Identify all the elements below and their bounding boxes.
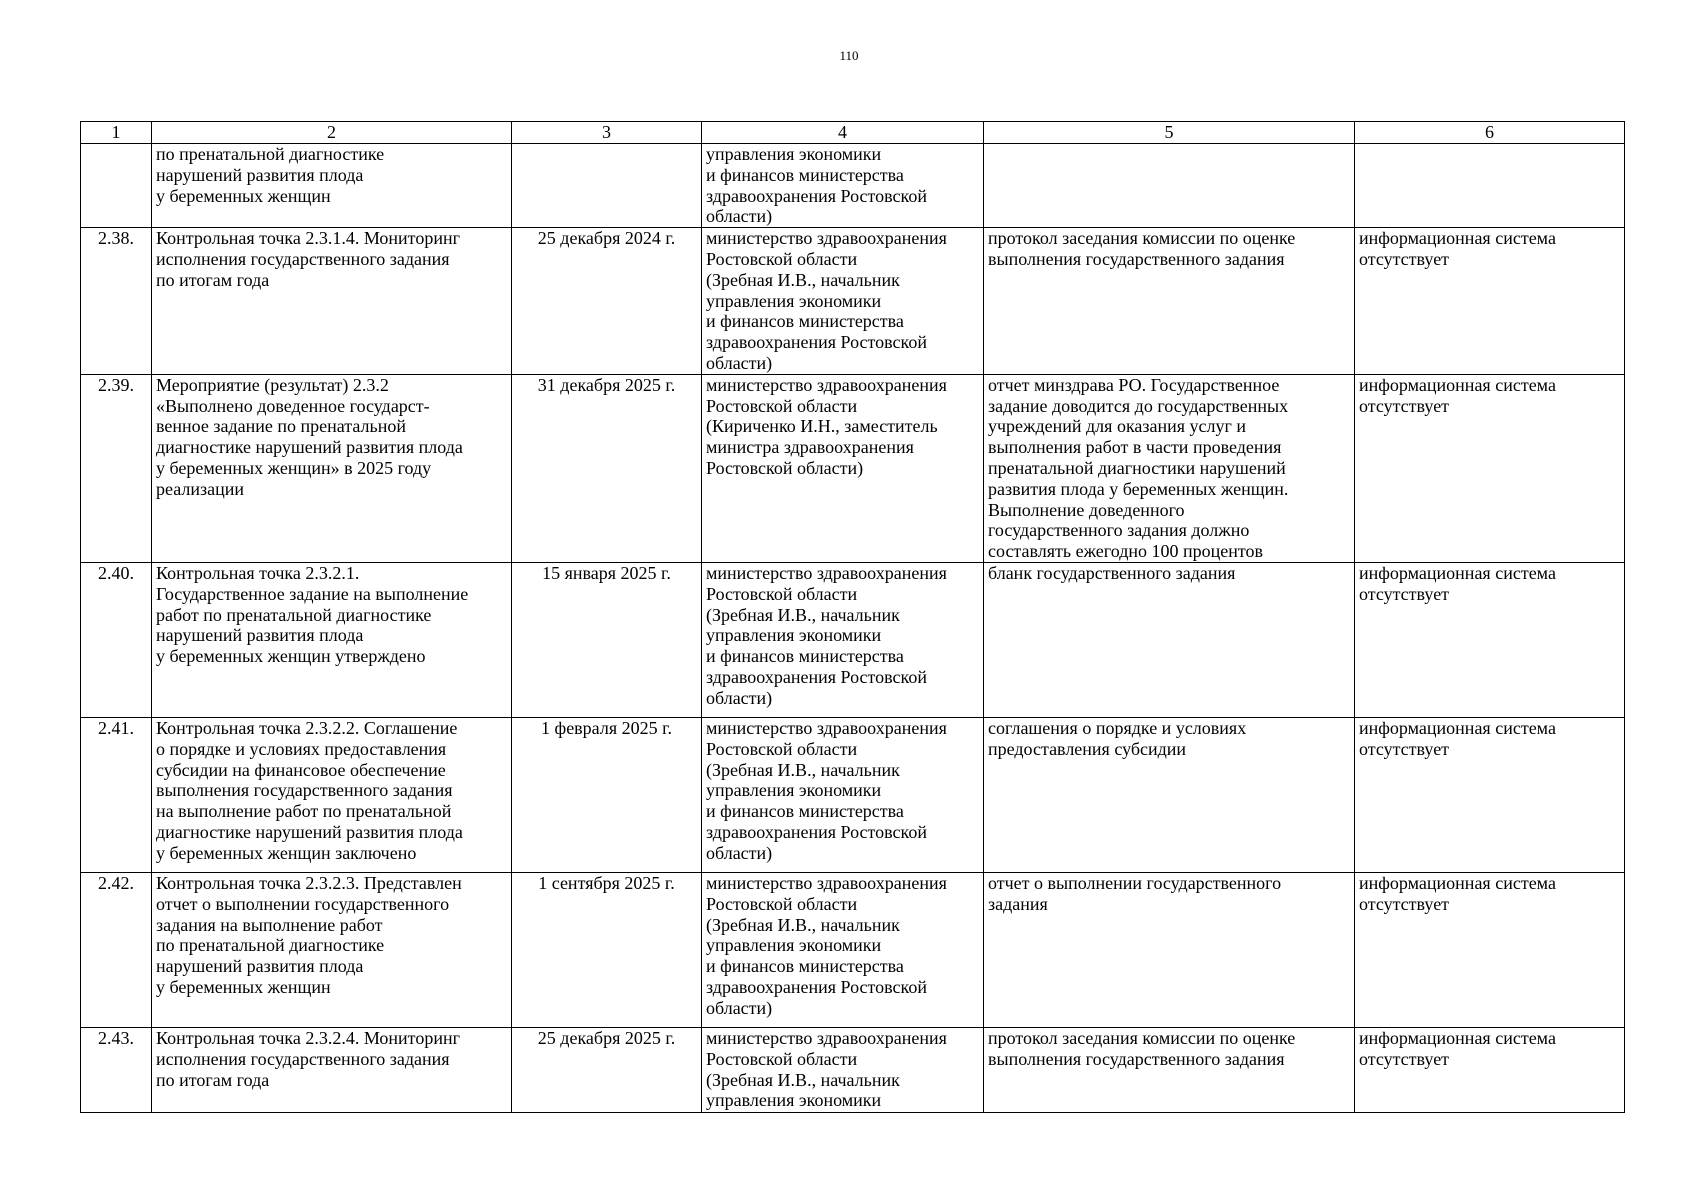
responsible-executor-line: здравоохранения Ростовской (706, 185, 927, 206)
document-type-line: государственного задания должно (988, 520, 1250, 541)
row-number: 2.39. (81, 374, 152, 562)
responsible-executor-line: и финансов министерства (706, 311, 904, 332)
responsible-executor-line: здравоохранения Ростовской (706, 666, 927, 687)
event-description-line: «Выполнено доведенное государст- (156, 395, 430, 416)
responsible-executor-line: министерство здравоохранения (706, 1027, 947, 1048)
information-system-line: отсутствует (1359, 248, 1450, 269)
information-system-line: информационная система (1359, 872, 1556, 893)
row-number: 2.40. (81, 562, 152, 717)
event-description-line: у беременных женщин утверждено (156, 646, 426, 667)
event-description-line: у беременных женщин» в 2025 году (156, 457, 432, 478)
responsible-executor-line: здравоохранения Ростовской (706, 332, 927, 353)
event-description-line: нарушений развития плода (156, 625, 364, 646)
information-system (1355, 562, 1625, 717)
table-body (81, 144, 1625, 1113)
page-number: 110 (839, 48, 859, 63)
responsible-executor (702, 144, 984, 228)
responsible-executor (702, 1027, 984, 1112)
due-date: 1 февраля 2025 г. (512, 717, 702, 872)
information-system (1355, 228, 1625, 375)
event-description-line: венное задание по пренатальной (156, 416, 406, 437)
document-type-line: протокол заседания комиссии по оценке (988, 228, 1296, 249)
information-system-line: информационная система (1359, 1027, 1556, 1048)
event-description-line: у беременных женщин (156, 976, 331, 997)
information-system (1355, 374, 1625, 562)
responsible-executor-line: управления экономики (706, 625, 882, 646)
document-type-line: выполнения работ в части проведения (988, 437, 1282, 458)
event-description-line: исполнения государственного задания (156, 248, 450, 269)
event-description-line: реализации (156, 478, 244, 499)
document-type-line: выполнения государственного задания (988, 1048, 1285, 1069)
document-type (984, 374, 1355, 562)
table-row (81, 717, 1625, 872)
responsible-executor (702, 228, 984, 375)
due-date: 25 декабря 2025 г. (512, 1027, 702, 1112)
responsible-executor-line: и финансов министерства (706, 801, 904, 822)
event-description-line: на выполнение работ по пренатальной (156, 801, 452, 822)
document-type-line: составлять ежегодно 100 процентов (988, 541, 1264, 562)
responsible-executor-line: министерство здравоохранения (706, 374, 947, 395)
plan-table (80, 121, 1625, 1113)
responsible-executor-line: области) (706, 206, 773, 227)
event-description-line: работ по пренатальной диагностике (156, 604, 432, 625)
event-description (152, 562, 512, 717)
event-description-line: Контрольная точка 2.3.2.3. Представлен (156, 872, 462, 893)
event-description-line: Контрольная точка 2.3.2.4. Мониторинг (156, 1027, 460, 1048)
responsible-executor-line: министерство здравоохранения (706, 562, 947, 583)
responsible-executor (702, 374, 984, 562)
responsible-executor-line: здравоохранения Ростовской (706, 821, 927, 842)
row-number (81, 144, 152, 228)
information-system-line: информационная система (1359, 374, 1556, 395)
responsible-executor-line: Ростовской области (706, 583, 858, 604)
column-header: 3 (512, 122, 702, 144)
responsible-executor-line: (Зребная И.В., начальник (706, 604, 900, 625)
responsible-executor-line: управления экономики (706, 780, 882, 801)
table-header-row (81, 122, 1625, 144)
document-type (984, 228, 1355, 375)
column-header: 4 (702, 122, 984, 144)
event-description-line: Контрольная точка 2.3.2.2. Соглашение (156, 717, 458, 738)
event-description-line: отчет о выполнении государственного (156, 893, 450, 914)
responsible-executor-line: и финансов министерства (706, 164, 904, 185)
responsible-executor-line: (Зребная И.В., начальник (706, 1069, 900, 1090)
responsible-executor-line: здравоохранения Ростовской (706, 976, 927, 997)
responsible-executor (702, 872, 984, 1027)
table-row (81, 1027, 1625, 1112)
event-description-line: Мероприятие (результат) 2.3.2 (156, 374, 389, 395)
responsible-executor-line: Ростовской области (706, 893, 858, 914)
responsible-executor-line: управления экономики (706, 935, 882, 956)
information-system-line: информационная система (1359, 717, 1556, 738)
event-description-line: Государственное задание на выполнение (156, 583, 469, 604)
event-description (152, 144, 512, 228)
responsible-executor-line: (Зребная И.В., начальник (706, 914, 900, 935)
information-system-line: отсутствует (1359, 1048, 1450, 1069)
due-date: 15 января 2025 г. (512, 562, 702, 717)
information-system (1355, 1027, 1625, 1112)
due-date (512, 144, 702, 228)
responsible-executor-line: Ростовской области (706, 395, 858, 416)
document-type-line: соглашения о порядке и условиях (988, 717, 1247, 738)
responsible-executor-line: Ростовской области (706, 248, 858, 269)
table-row (81, 374, 1625, 562)
table-row (81, 228, 1625, 375)
responsible-executor-line: Ростовской области (706, 1048, 858, 1069)
information-system-line: отсутствует (1359, 395, 1450, 416)
due-date: 1 сентября 2025 г. (512, 872, 702, 1027)
document-type-line: учреждений для оказания услуг и (988, 416, 1247, 437)
document-type-line: предоставления субсидии (988, 738, 1187, 759)
event-description (152, 872, 512, 1027)
column-header: 1 (81, 122, 152, 144)
event-description (152, 717, 512, 872)
responsible-executor (702, 562, 984, 717)
event-description-line: Контрольная точка 2.3.1.4. Мониторинг (156, 228, 460, 249)
event-description-line: по пренатальной диагностике (156, 144, 385, 164)
row-number: 2.43. (81, 1027, 152, 1112)
information-system-line: отсутствует (1359, 738, 1450, 759)
event-description-line: диагностике нарушений развития плода (156, 821, 463, 842)
responsible-executor-line: Ростовской области) (706, 457, 864, 478)
event-description-line: по пренатальной диагностике (156, 935, 385, 956)
row-number: 2.42. (81, 872, 152, 1027)
document-type-line: задания (988, 893, 1048, 914)
event-description-line: диагностике нарушений развития плода (156, 437, 463, 458)
column-header: 5 (984, 122, 1355, 144)
event-description-line: о порядке и условиях предоставления (156, 738, 447, 759)
document-type-line: протокол заседания комиссии по оценке (988, 1027, 1296, 1048)
responsible-executor-line: министерство здравоохранения (706, 228, 947, 249)
responsible-executor-line: министерство здравоохранения (706, 717, 947, 738)
responsible-executor-line: управления экономики (706, 290, 882, 311)
responsible-executor-line: управления экономики (706, 144, 882, 164)
document-type (984, 144, 1355, 228)
event-description-line: нарушений развития плода (156, 956, 364, 977)
event-description (152, 1027, 512, 1112)
information-system (1355, 872, 1625, 1027)
event-description-line: Контрольная точка 2.3.2.1. (156, 562, 360, 583)
responsible-executor-line: области) (706, 997, 773, 1018)
information-system (1355, 144, 1625, 228)
event-description-line: задания на выполнение работ (156, 914, 383, 935)
event-description-line: нарушений развития плода (156, 164, 364, 185)
document-type-line: развития плода у беременных женщин. (988, 478, 1289, 499)
table-row (81, 562, 1625, 717)
responsible-executor-line: области) (706, 687, 773, 708)
document-type-line: пренатальной диагностики нарушений (988, 457, 1286, 478)
document-type (984, 872, 1355, 1027)
event-description-line: субсидии на финансовое обеспечение (156, 759, 446, 780)
document-type-line: отчет о выполнении государственного (988, 872, 1282, 893)
document-type (984, 562, 1355, 717)
responsible-executor-line: министра здравоохранения (706, 437, 914, 458)
responsible-executor-line: (Кириченко И.Н., заместитель (706, 416, 938, 437)
due-date: 31 декабря 2025 г. (512, 374, 702, 562)
row-number: 2.38. (81, 228, 152, 375)
information-system-line: информационная система (1359, 228, 1556, 249)
responsible-executor-line: области) (706, 352, 773, 373)
event-description-line: по итогам года (156, 1069, 270, 1090)
document-type-line: выполнения государственного задания (988, 248, 1285, 269)
responsible-executor-line: министерство здравоохранения (706, 872, 947, 893)
event-description-line: у беременных женщин заключено (156, 842, 417, 863)
document-type (984, 717, 1355, 872)
due-date: 25 декабря 2024 г. (512, 228, 702, 375)
responsible-executor (702, 717, 984, 872)
event-description-line: исполнения государственного задания (156, 1048, 450, 1069)
column-header: 6 (1355, 122, 1625, 144)
responsible-executor-line: (Зребная И.В., начальник (706, 759, 900, 780)
responsible-executor-line: области) (706, 842, 773, 863)
document-type-line: задание доводится до государственных (988, 395, 1289, 416)
event-description-line: выполнения государственного задания (156, 780, 453, 801)
responsible-executor-line: и финансов министерства (706, 646, 904, 667)
event-description (152, 228, 512, 375)
row-number: 2.41. (81, 717, 152, 872)
responsible-executor-line: (Зребная И.В., начальник (706, 269, 900, 290)
information-system (1355, 717, 1625, 872)
document-type-line: бланк государственного задания (988, 562, 1236, 583)
responsible-executor-line: управления экономики (706, 1090, 882, 1111)
event-description-line: по итогам года (156, 269, 270, 290)
table-row (81, 872, 1625, 1027)
document-type (984, 1027, 1355, 1112)
document-type-line: Выполнение доведенного (988, 499, 1185, 520)
information-system-line: отсутствует (1359, 893, 1450, 914)
document-type-line: отчет минздрава РО. Государственное (988, 374, 1280, 395)
responsible-executor-line: и финансов министерства (706, 956, 904, 977)
information-system-line: отсутствует (1359, 583, 1450, 604)
column-header: 2 (152, 122, 512, 144)
event-description-line: у беременных женщин (156, 185, 331, 206)
event-description (152, 374, 512, 562)
table-row (81, 144, 1625, 228)
information-system-line: информационная система (1359, 562, 1556, 583)
responsible-executor-line: Ростовской области (706, 738, 858, 759)
